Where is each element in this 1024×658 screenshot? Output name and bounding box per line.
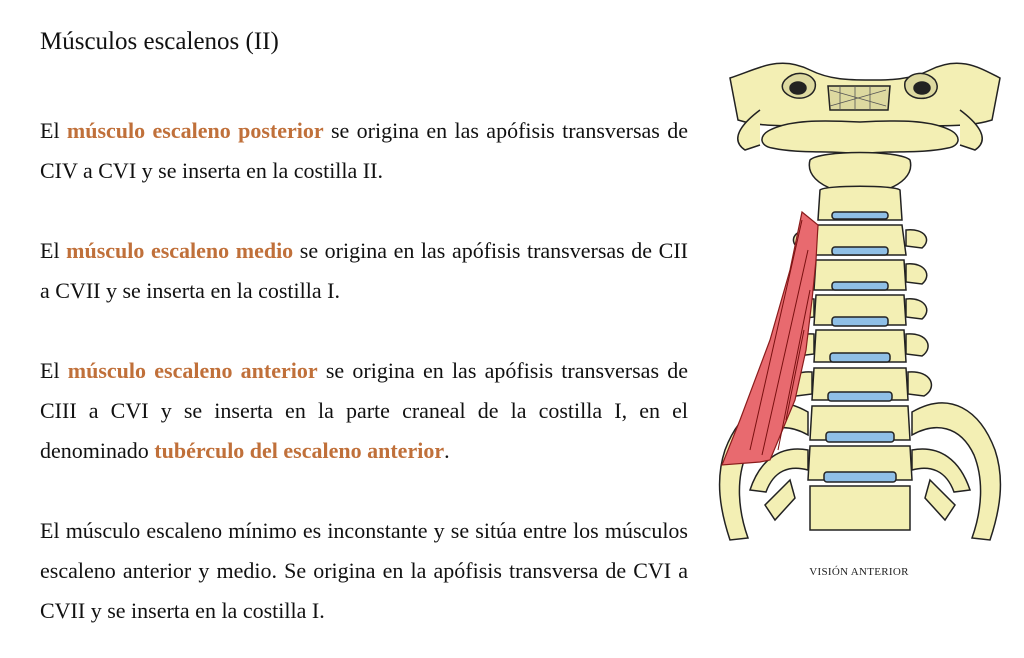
- paragraph-medio: [40, 231, 688, 311]
- paragraph-anterior: [40, 351, 688, 471]
- paragraph-minimo: El músculo escaleno mínimo es inconstante y se sitúa entre los músculos escaleno anterior y medio. Se origina en la apófisis transversa de CVI a CVII y se inserta en la costilla I.: [40, 518, 688, 623]
- page-title: Músculos escalenos (II): [40, 28, 279, 55]
- paragraph-text: El: [40, 358, 68, 383]
- paragraph-text: se origina en las apófisis transversas de CII a CVII y se inserta en la costilla I.: [40, 238, 688, 303]
- text-column: [40, 111, 688, 658]
- paragraph-posterior: [40, 111, 688, 191]
- highlight-term: músculo escaleno anterior: [67, 358, 318, 383]
- figure-caption: VISIÓN ANTERIOR: [809, 566, 909, 578]
- cervical-spine-illustration: [700, 50, 1020, 560]
- paragraph-text: se origina en las apófisis transversas de CIV a CVI y se inserta en la costilla II.: [40, 118, 688, 183]
- paragraph-text: .: [444, 438, 450, 463]
- highlight-term: tubérculo del escaleno anterior: [154, 438, 445, 463]
- highlight-term: músculo escaleno posterior: [66, 118, 324, 143]
- paragraph-text: El: [40, 118, 67, 143]
- paragraph-text: El: [40, 238, 67, 263]
- highlight-term: músculo escaleno medio: [66, 238, 294, 263]
- paragraph-text: se origina en las apófisis transversas de CIII a CVI y se inserta en la parte craneal de la costilla I, en el denominado: [40, 358, 688, 463]
